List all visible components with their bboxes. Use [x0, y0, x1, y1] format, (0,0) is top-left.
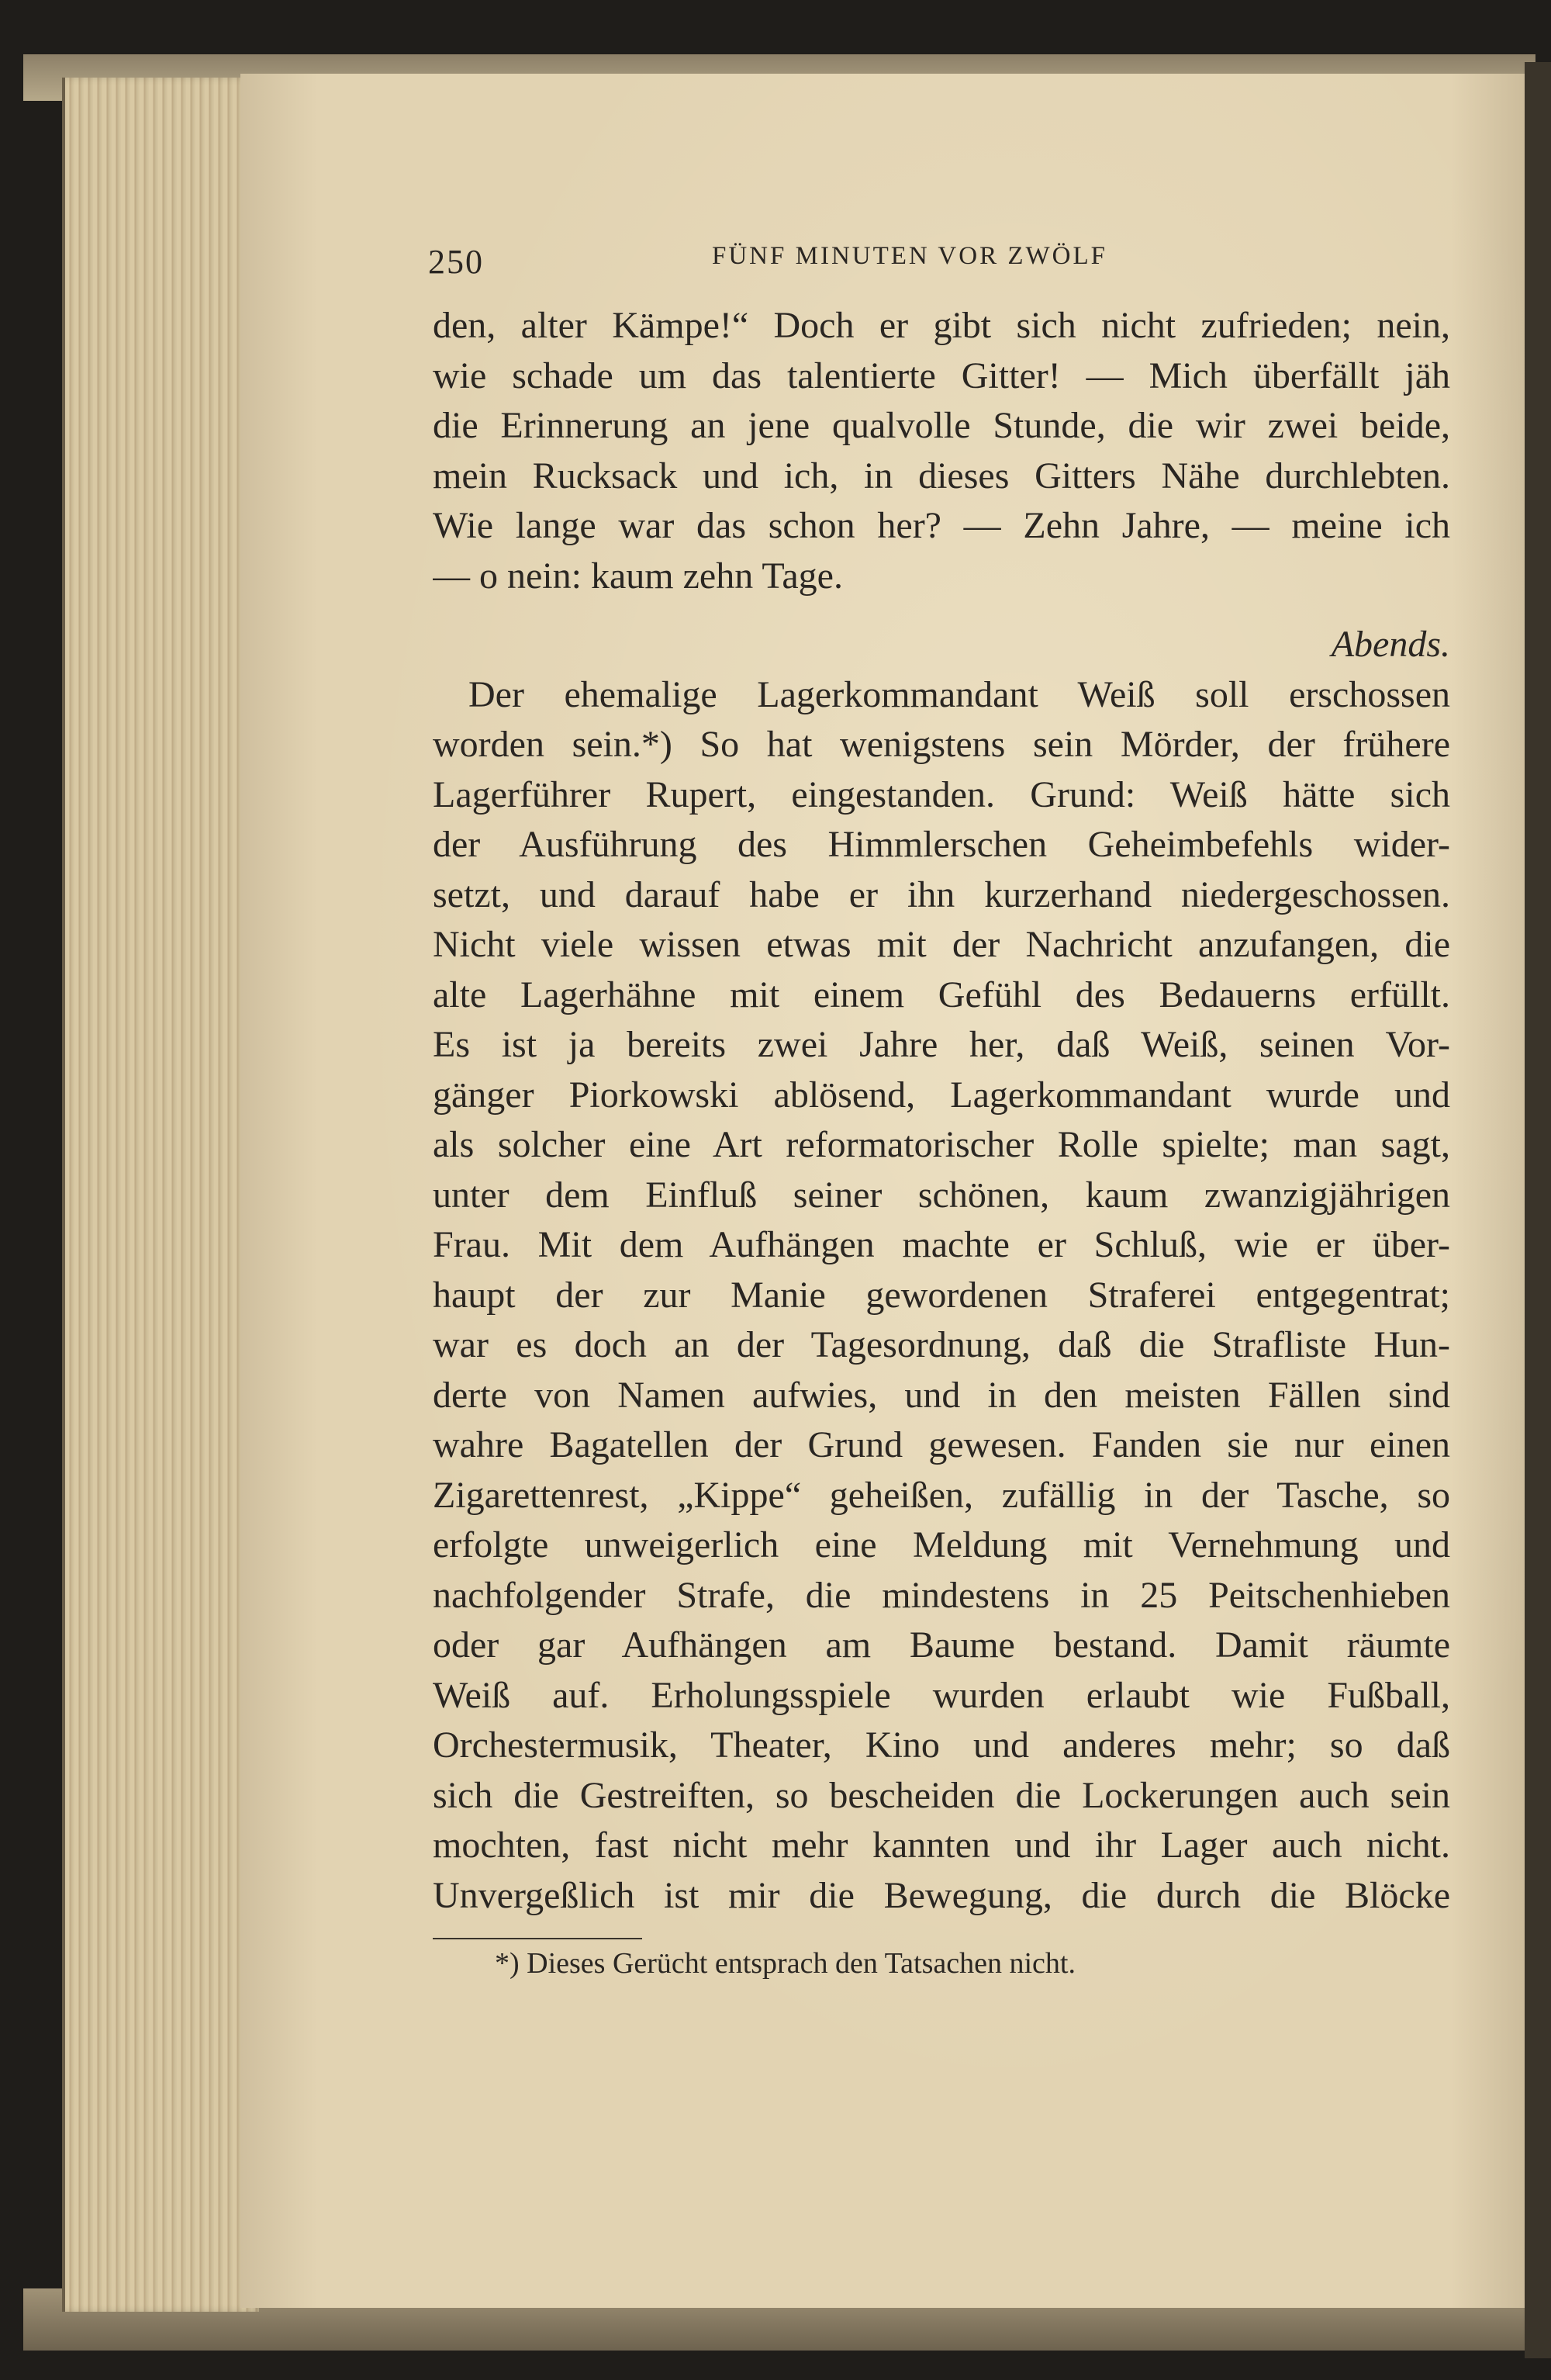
text-line: mein Rucksack und ich, in dieses Gitters Nähe durchlebten.	[433, 455, 1450, 496]
paragraph-1	[433, 301, 1450, 601]
text-line: haupt der zur Manie gewordenen Straferei entgegentrat;	[433, 1274, 1450, 1316]
text-line: erfolgte unweigerlich eine Meldung mit Vernehmung und	[433, 1524, 1450, 1565]
text-line: wahre Bagatellen der Grund gewesen. Fanden sie nur einen	[433, 1424, 1450, 1465]
text-line: Weiß auf. Erholungsspiele wurden erlaubt wie Fußball,	[433, 1674, 1450, 1716]
text-line: Wie lange war das schon her? — Zehn Jahre, — meine ich	[433, 505, 1450, 546]
text-line: den, alter Kämpe!“ Doch er gibt sich nicht zufrieden; nein,	[433, 305, 1450, 346]
date-heading: Abends.	[1331, 624, 1450, 665]
text-line: — o nein: kaum zehn Tage.	[433, 555, 843, 597]
page-number: 250	[428, 243, 484, 281]
text-line: wie schade um das talentierte Gitter! — Mich überfällt jäh	[433, 355, 1450, 396]
text-line: gänger Piorkowski ablösend, Lagerkommandant wurde und	[433, 1074, 1450, 1116]
text-line: der Ausführung des Himmlerschen Geheimbefehls wider-	[433, 824, 1450, 865]
text-line: als solcher eine Art reformatorischer Rolle spielte; man sagt,	[433, 1124, 1450, 1165]
page-edges-stack	[62, 78, 259, 2312]
page-text-block	[428, 233, 1450, 1981]
text-line: Nicht viele wissen etwas mit der Nachricht anzufangen, die	[433, 924, 1450, 965]
running-head: FÜNF MINUTEN VOR ZWÖLF	[712, 242, 1107, 270]
text-line: worden sein.*) So hat wenigstens sein Mörder, der frühere	[433, 724, 1450, 765]
footnote-rule	[433, 1938, 642, 1939]
text-line: setzt, und darauf habe er ihn kurzerhand niedergeschossen.	[433, 873, 1450, 915]
text-line: unter dem Einfluß seiner schönen, kaum zwanzigjährigen	[433, 1174, 1450, 1216]
page-header	[428, 233, 1450, 295]
text-line: nachfolgender Strafe, die mindestens in 25 Peitschenhieben	[433, 1574, 1450, 1616]
text-line: war es doch an der Tagesordnung, daß die Strafliste Hun-	[433, 1324, 1450, 1365]
text-line: Zigarettenrest, „Kippe“ geheißen, zufällig in der Tasche, so	[433, 1474, 1450, 1516]
text-line: Unvergeßlich ist mir die Bewegung, die durch die Blöcke	[433, 1874, 1450, 1916]
text-line: Orchestermusik, Theater, Kino und anderes mehr; so daß	[433, 1724, 1450, 1766]
text-line: oder gar Aufhängen am Baume bestand. Damit räumte	[433, 1624, 1450, 1666]
text-line: sich die Gestreiften, so bescheiden die Lockerungen auch sein	[433, 1774, 1450, 1816]
text-line: Frau. Mit dem Aufhängen machte er Schluß, wie er über-	[433, 1224, 1450, 1265]
text-line: alte Lagerhähne mit einem Gefühl des Bedauerns erfüllt.	[433, 974, 1450, 1015]
text-line: Der ehemalige Lagerkommandant Weiß soll erschossen	[468, 673, 1450, 715]
text-line: Es ist ja bereits zwei Jahre her, daß Weiß, seinen Vor-	[433, 1024, 1450, 1065]
text-line: die Erinnerung an jene qualvolle Stunde, die wir zwei beide,	[433, 405, 1450, 446]
text-line: derte von Namen aufwies, und in den meisten Fällen sind	[433, 1374, 1450, 1416]
footnote: *) Dieses Gerücht entsprach den Tatsachen nicht.	[495, 1947, 1076, 1980]
book-spine-edge	[1525, 62, 1551, 2358]
text-line: mochten, fast nicht mehr kannten und ihr Lager auch nicht.	[433, 1825, 1450, 1866]
text-line: Lagerführer Rupert, eingestanden. Grund: Weiß hätte sich	[433, 773, 1450, 815]
paragraph-2	[433, 670, 1450, 1922]
